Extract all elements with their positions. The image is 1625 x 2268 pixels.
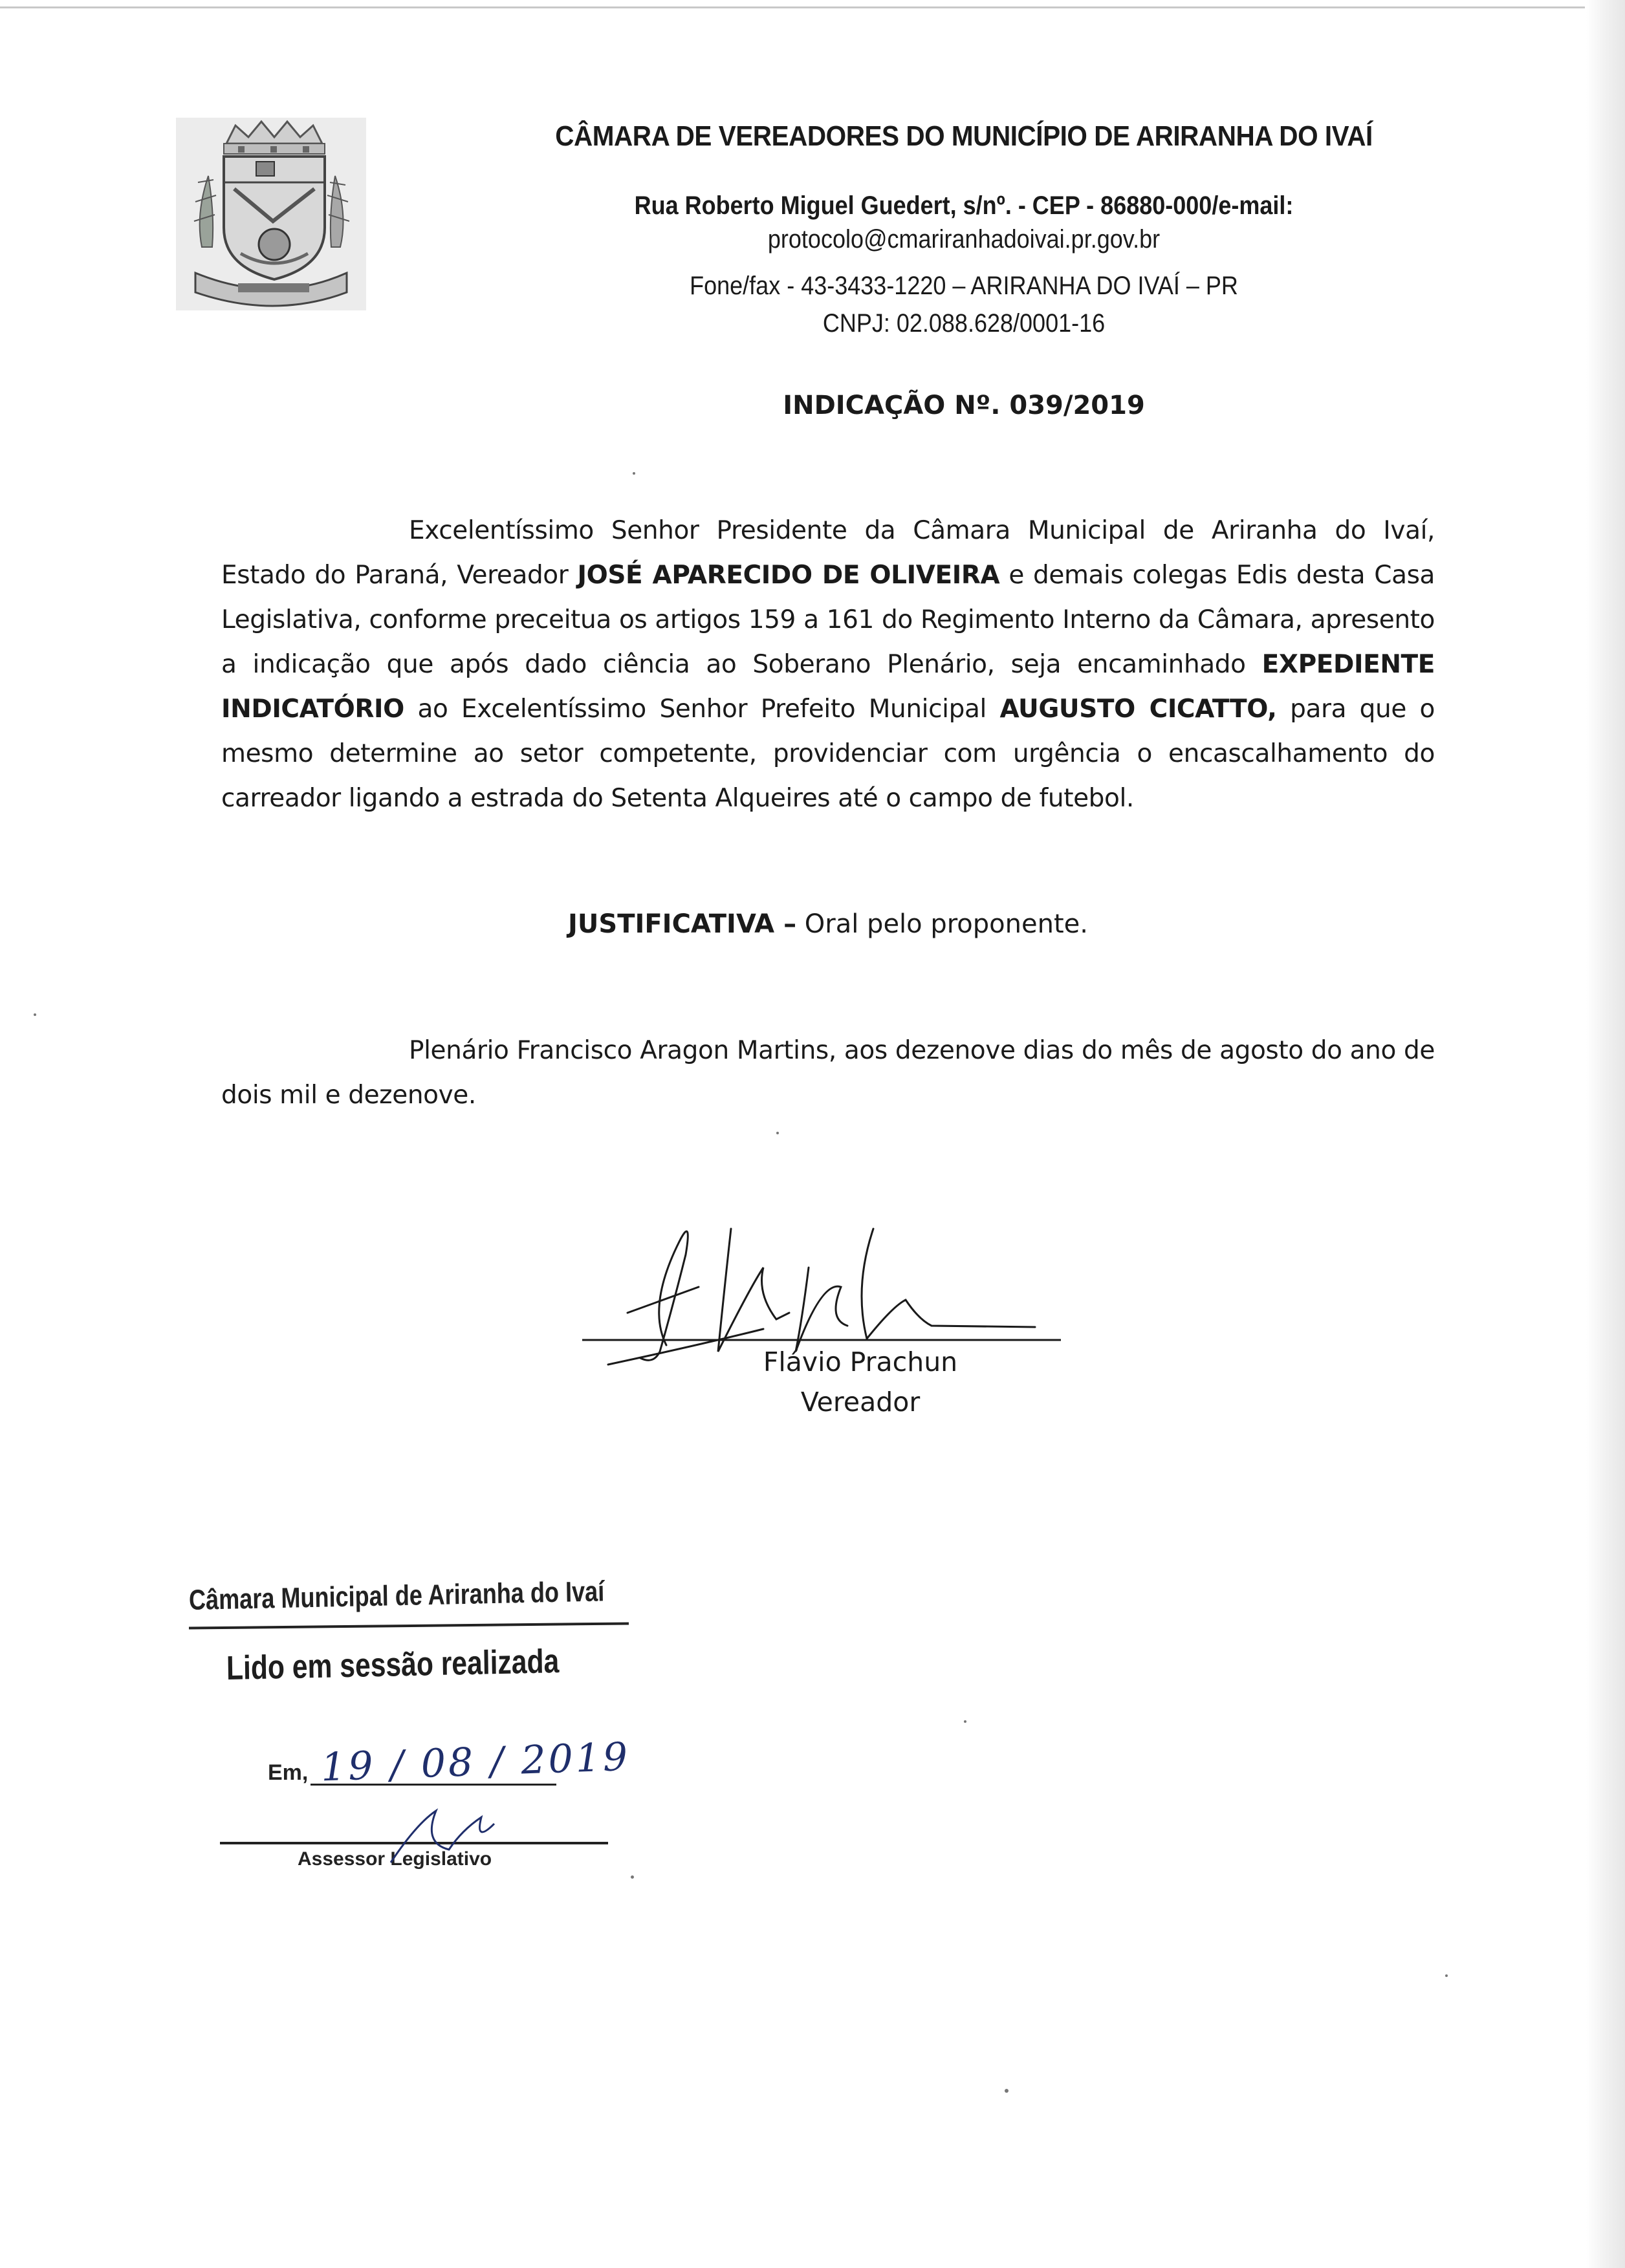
scan-speck [34,1013,36,1016]
coat-of-arms-icon [176,118,366,310]
scan-speck [631,1875,634,1879]
justification-text: Oral pelo proponente. [796,909,1088,939]
stamp-signature-label: Assessor Legislativo [298,1848,492,1870]
institution-address: Rua Roberto Miguel Guedert, s/nº. - CEP - 86880-000/e-mail: [634,191,1294,220]
institution-cnpj: CNPJ: 02.088.628/0001-16 [822,309,1106,338]
main-paragraph [221,508,1435,821]
scan-speck [1445,1974,1448,1977]
closing-paragraph: Plenário Francisco Aragon Martins, aos dezenove dias do mês de agosto do ano de dois mil e dezenove. [221,1036,1435,1110]
expediente-label: EXPEDIENTE INDICATÓRIO [221,650,1435,724]
paragraph-text: e demais colegas Edis desta Casa Legislativa, conforme preceitua os artigos 159 a 161 do Regimento Interno da Câmara, apresento a indicação que após dado ciência ao Soberano Plenário, seja encaminhado [221,561,1435,679]
scan-speck [964,1720,966,1723]
signer-name: Flávio Prachun [763,1346,958,1377]
scan-speck [633,472,635,475]
scan-speck [776,1132,779,1134]
stamp-subtitle: Lido em sessão realizada [226,1643,560,1687]
page-top-edge [0,6,1585,8]
stamp-date-value: 19 / 08 / 2019 [320,1734,631,1791]
stamp-signature [378,1798,507,1869]
paragraph-text: para que o mesmo determine ao setor competente, providenciar com urgência o encascalhamento do carreador ligando a estrada do Setenta Alqueires até o campo de futebol. [221,695,1435,813]
signer-role: Vereador [800,1387,921,1418]
paragraph-text: Excelentíssimo Senhor Presidente da Câmara Municipal de Ariranha do Ivaí, Estado do Paraná, Vereador [221,516,1435,590]
institution-phone: Fone/fax - 43-3433-1220 – ARIRANHA DO IVAÍ – PR [690,272,1238,300]
stamp-divider [189,1622,629,1629]
mayor-name: AUGUSTO CICATTO, [999,695,1277,724]
stamp-title: Câmara Municipal de Ariranha do Ivaí [188,1575,605,1616]
president-name: JOSÉ APARECIDO DE OLIVEIRA [577,561,1000,590]
page-right-edge [1586,0,1625,2268]
reading-stamp [184,1575,637,1895]
justification-label: JUSTIFICATIVA – [568,909,797,939]
institution-title: CÂMARA DE VEREADORES DO MUNICÍPIO DE ARIRANHA DO IVAÍ [555,120,1373,152]
justification [221,909,1435,939]
stamp-date-label: Em, [268,1760,309,1785]
institution-email: protocolo@cmariranhadoivai.pr.gov.br [767,225,1161,254]
scan-speck [1005,2089,1009,2093]
paragraph-text: ao Excelentíssimo Senhor Prefeito Municipal [404,695,1000,724]
document-number: INDICAÇÃO Nº. 039/2019 [783,391,1145,420]
